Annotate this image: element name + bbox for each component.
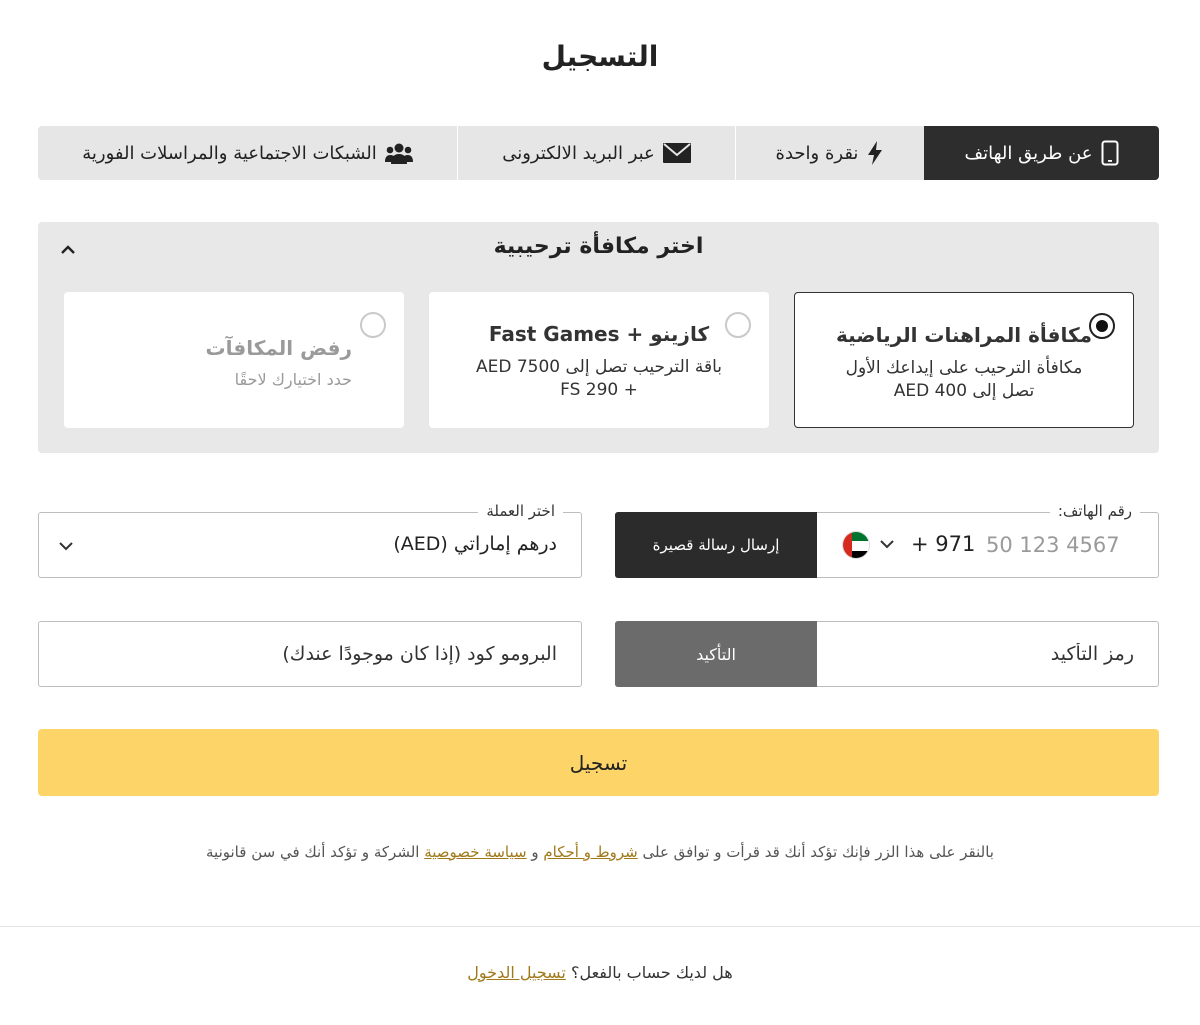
chevron-up-icon	[60, 245, 76, 255]
divider	[0, 926, 1200, 927]
terms-text	[0, 843, 1200, 861]
promo-code-input[interactable]	[67, 636, 557, 672]
bonus-option-casino[interactable]	[429, 292, 769, 428]
tab-phone-label: عن طريق الهاتف	[964, 142, 1093, 164]
currency-select[interactable]	[38, 502, 582, 578]
currency-value: درهم إماراتي (AED)	[393, 533, 557, 555]
tab-one-click[interactable]	[735, 126, 924, 180]
privacy-link[interactable]: سياسة خصوصية	[424, 843, 527, 861]
promo-code-field	[38, 621, 582, 687]
bonus-option-line2: + 290 FS	[560, 380, 638, 400]
login-link[interactable]: تسجيل الدخول	[467, 963, 566, 982]
tab-one-click-label: نقرة واحدة	[775, 142, 859, 164]
terms-suffix: الشركة و تؤكد أنك في سن قانونية	[206, 843, 425, 861]
terms-prefix: بالنقر على هذا الزر فإنك تؤكد أنك قد قرأت و توافق على	[637, 843, 994, 861]
bonus-option-line2: تصل إلى AED 400	[893, 381, 1035, 401]
page-title: التسجيل	[541, 40, 659, 73]
phone-field-label: رقم الهاتف:	[1050, 502, 1140, 520]
users-icon	[385, 142, 413, 164]
bonus-option-description	[795, 357, 1133, 403]
tab-phone[interactable]	[924, 126, 1159, 180]
phone-icon	[1101, 140, 1119, 166]
currency-field-label: اختر العملة	[478, 502, 563, 520]
phone-field	[615, 502, 1159, 578]
radio-decline-bonus[interactable]	[360, 312, 386, 338]
bonus-option-line1: مكافأة الترحيب على إيداعك الأول	[845, 358, 1083, 378]
bonus-option-decline[interactable]	[64, 292, 404, 428]
bonus-option-description	[429, 356, 769, 402]
welcome-bonus-panel	[38, 222, 1159, 453]
login-prompt	[0, 963, 1200, 982]
chevron-down-icon	[57, 537, 75, 555]
bonus-option-title: مكافأة المراهنات الرياضية	[835, 323, 1092, 347]
uae-flag-icon[interactable]	[842, 531, 870, 559]
tab-email[interactable]	[457, 126, 735, 180]
envelope-icon	[663, 143, 691, 163]
login-question: هل لديك حساب بالفعل؟	[570, 963, 733, 982]
phone-number-input[interactable]	[986, 527, 1146, 563]
confirm-button[interactable]: التأكيد	[615, 621, 817, 687]
terms-link[interactable]: شروط و أحكام	[543, 843, 638, 861]
register-button[interactable]: تسجيل	[38, 729, 1159, 796]
lightning-icon	[866, 141, 884, 165]
send-sms-button[interactable]: إرسال رسالة قصيرة	[615, 512, 817, 578]
confirmation-code-input[interactable]	[834, 636, 1134, 672]
bonus-option-line1: حدد اختيارك لاحقًا	[234, 370, 352, 389]
bonus-option-sports[interactable]	[794, 292, 1134, 428]
chevron-down-icon[interactable]	[878, 535, 896, 553]
dial-code: + 971	[911, 532, 976, 556]
registration-method-tabs	[38, 126, 1159, 180]
bonus-option-line1: باقة الترحيب تصل إلى AED 7500	[475, 357, 723, 377]
tab-social[interactable]	[38, 126, 457, 180]
tab-social-label: الشبكات الاجتماعية والمراسلات الفورية	[82, 142, 377, 164]
bonus-heading: اختر مكافأة ترحيبية	[493, 234, 704, 259]
bonus-option-title: كازينو + Fast Games	[488, 322, 710, 346]
terms-middle: و	[526, 843, 544, 861]
collapse-button[interactable]	[56, 240, 80, 260]
confirmation-code-field	[615, 621, 1159, 687]
tab-email-label: عبر البريد الالكترونى	[502, 142, 655, 164]
bonus-option-title: رفض المكافآت	[205, 336, 352, 360]
